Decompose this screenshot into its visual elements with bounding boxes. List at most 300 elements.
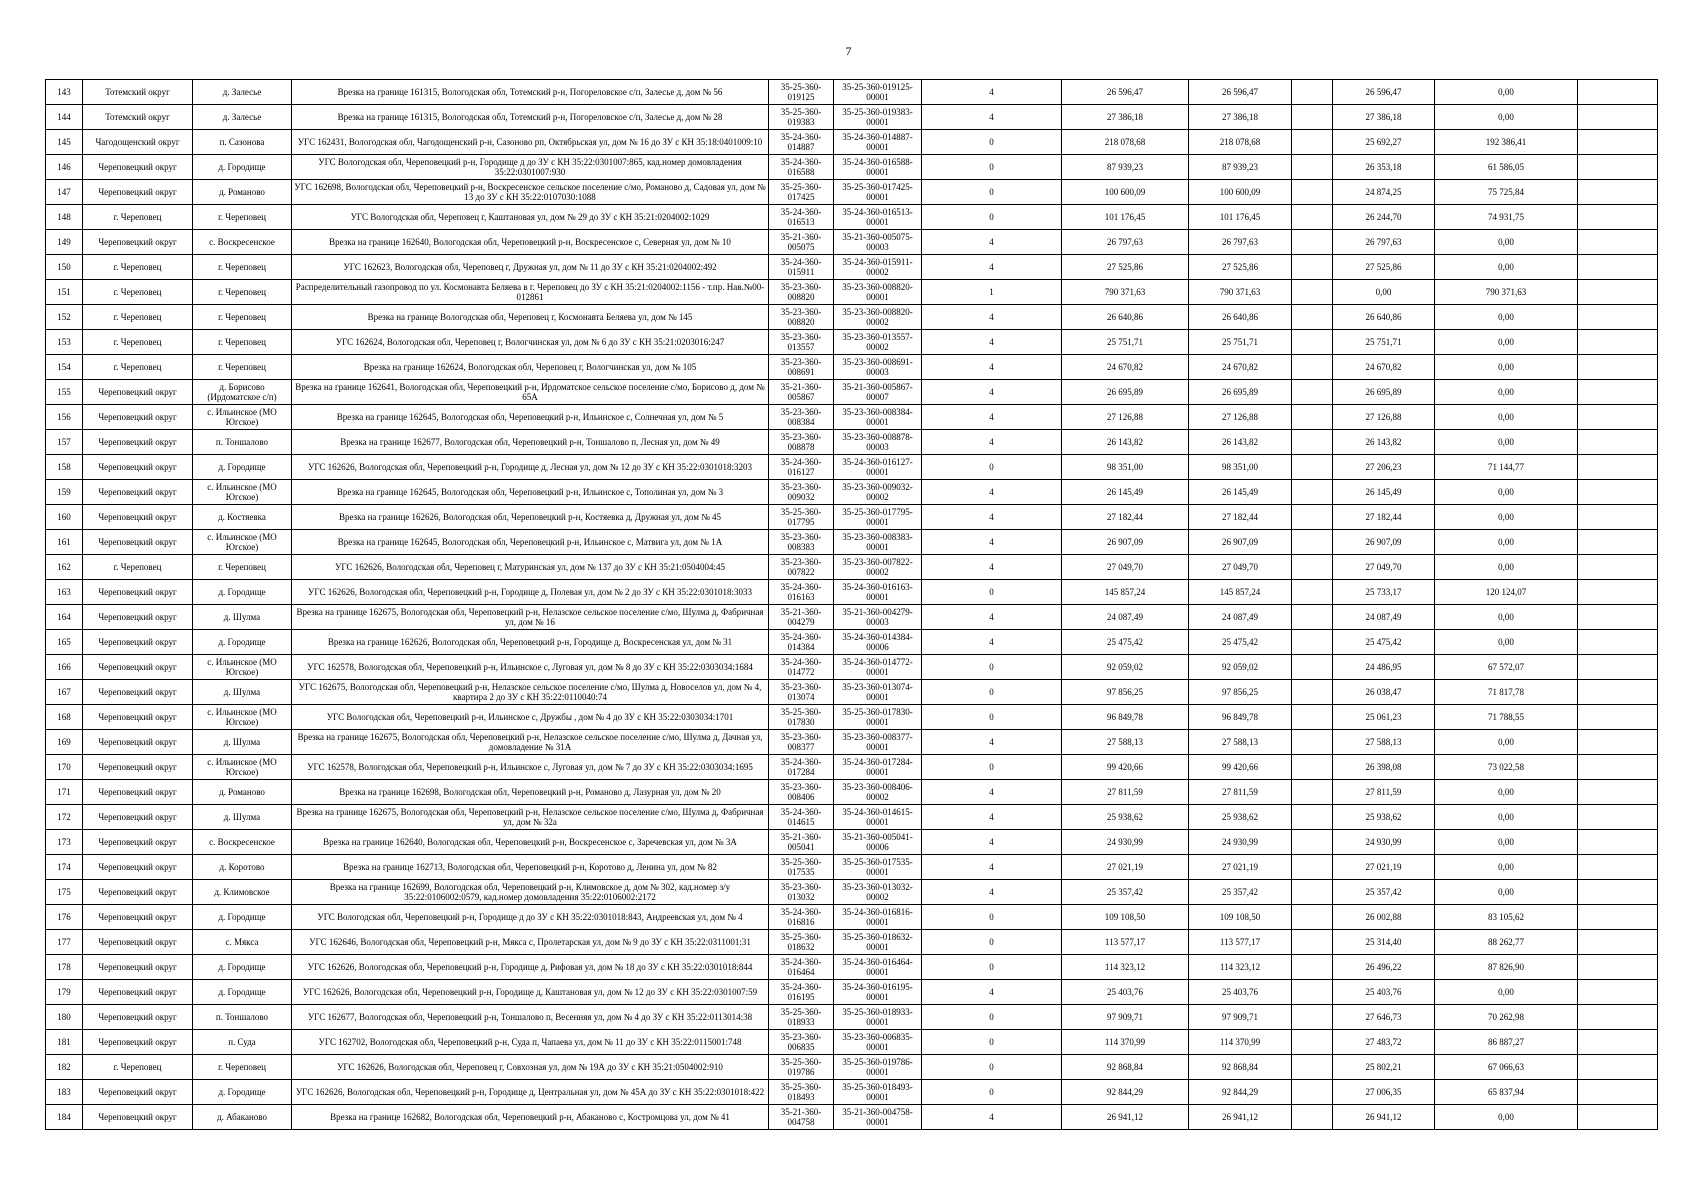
total-cost-cell: 27 021,19 [1062,855,1189,880]
object-id-cell: 35-25-360-019383-00001 [834,105,922,130]
object-id-cell: 35-21-360-005867-00007 [834,380,922,405]
total-cost-cell: 24 670,82 [1062,355,1189,380]
address-cell: Врезка на границе 162626, Вологодская обл, Череповецкий р-н, Костяевка д, Дружная ул, дом № 45 [292,505,769,530]
cost-part-2-cell: 0,00 [1435,430,1578,455]
category-cell: 4 [922,980,1062,1005]
blank-cell [1292,455,1333,480]
table-row [46,280,1658,305]
settlement-cell: д. Городище [193,455,292,480]
total-cost-cell: 25 751,71 [1062,330,1189,355]
cost-part-2-cell: 73 022,58 [1435,755,1578,780]
settlement-cell: д. Шулма [193,730,292,755]
note-cell [1578,455,1658,480]
cost-with-vat-cell: 25 475,42 [1189,630,1292,655]
object-id-cell: 35-24-360-016816-00001 [834,905,922,930]
object-id-cell: 35-24-360-016127-00001 [834,455,922,480]
cost-part-2-cell: 0,00 [1435,855,1578,880]
row-number: 184 [46,1105,83,1130]
settlement-cell: г. Череповец [193,205,292,230]
district-cell: Череповецкий округ [83,605,193,630]
address-cell: УГС Вологодская обл, Череповец г, Каштановая ул, дом № 29 до ЗУ с КН 35:21:0204002:1029 [292,205,769,230]
object-code-cell: 35-24-360-014384 [769,630,834,655]
category-cell: 4 [922,830,1062,855]
blank-cell [1292,605,1333,630]
cost-part-2-cell: 0,00 [1435,505,1578,530]
cost-part-1-cell: 25 733,17 [1333,580,1435,605]
category-cell: 0 [922,905,1062,930]
object-code-cell: 35-25-360-018933 [769,1005,834,1030]
row-number: 175 [46,880,83,905]
table-row [46,430,1658,455]
object-id-cell: 35-25-360-018933-00001 [834,1005,922,1030]
table-row [46,405,1658,430]
cost-with-vat-cell: 26 640,86 [1189,305,1292,330]
total-cost-cell: 96 849,78 [1062,705,1189,730]
object-code-cell: 35-23-360-008384 [769,405,834,430]
object-code-cell: 35-21-360-004279 [769,605,834,630]
address-cell: Врезка на границе 162640, Вологодская обл, Череповецкий р-н, Воскресенское с, Заречевская ул, дом № 3А [292,830,769,855]
blank-cell [1292,1105,1333,1130]
category-cell: 0 [922,655,1062,680]
row-number: 154 [46,355,83,380]
page-number: 7 [845,44,852,58]
table-row [46,905,1658,930]
row-number: 174 [46,855,83,880]
object-id-cell: 35-24-360-014615-00001 [834,805,922,830]
object-code-cell: 35-24-360-014615 [769,805,834,830]
object-id-cell: 35-23-360-008820-00002 [834,305,922,330]
settlement-cell: д. Городище [193,955,292,980]
blank-cell [1292,380,1333,405]
object-id-cell: 35-23-360-013074-00001 [834,680,922,705]
object-code-cell: 35-25-360-017535 [769,855,834,880]
address-cell: Врезка на границе 162677, Вологодская обл, Череповецкий р-н, Тоншалово п, Лесная ул, дом № 49 [292,430,769,455]
note-cell [1578,480,1658,505]
row-number: 165 [46,630,83,655]
blank-cell [1292,330,1333,355]
note-cell [1578,955,1658,980]
settlement-cell: д. Коротово [193,855,292,880]
table-row [46,230,1658,255]
object-id-cell: 35-23-360-006835-00001 [834,1030,922,1055]
category-cell: 4 [922,230,1062,255]
data-table [45,79,1658,1130]
blank-cell [1292,830,1333,855]
category-cell: 4 [922,855,1062,880]
object-id-cell: 35-24-360-017284-00001 [834,755,922,780]
blank-cell [1292,880,1333,905]
cost-part-2-cell: 0,00 [1435,530,1578,555]
cost-with-vat-cell: 26 143,82 [1189,430,1292,455]
note-cell [1578,1080,1658,1105]
note-cell [1578,1030,1658,1055]
cost-part-2-cell: 0,00 [1435,355,1578,380]
object-id-cell: 35-21-360-005075-00003 [834,230,922,255]
category-cell: 4 [922,405,1062,430]
cost-with-vat-cell: 27 588,13 [1189,730,1292,755]
table-row [46,1005,1658,1030]
row-number: 183 [46,1080,83,1105]
cost-part-2-cell: 0,00 [1435,255,1578,280]
blank-cell [1292,180,1333,205]
category-cell: 4 [922,255,1062,280]
table-row [46,130,1658,155]
cost-with-vat-cell: 97 856,25 [1189,680,1292,705]
category-cell: 4 [922,780,1062,805]
total-cost-cell: 25 357,42 [1062,880,1189,905]
district-cell: г. Череповец [83,355,193,380]
settlement-cell: г. Череповец [193,280,292,305]
category-cell: 4 [922,380,1062,405]
object-id-cell: 35-23-360-008406-00002 [834,780,922,805]
cost-part-2-cell: 71 817,78 [1435,680,1578,705]
blank-cell [1292,1080,1333,1105]
address-cell: УГС 162624, Вологодская обл, Череповец г, Вологчинская ул, дом № 6 до ЗУ с КН 35:21:0203016:247 [292,330,769,355]
district-cell: Череповецкий округ [83,1005,193,1030]
note-cell [1578,655,1658,680]
category-cell: 4 [922,330,1062,355]
note-cell [1578,205,1658,230]
cost-part-1-cell: 25 403,76 [1333,980,1435,1005]
settlement-cell: д. Шулма [193,680,292,705]
cost-with-vat-cell: 109 108,50 [1189,905,1292,930]
category-cell: 0 [922,930,1062,955]
row-number: 176 [46,905,83,930]
cost-part-2-cell: 0,00 [1435,730,1578,755]
category-cell: 4 [922,555,1062,580]
cost-with-vat-cell: 97 909,71 [1189,1005,1292,1030]
cost-part-2-cell: 0,00 [1435,230,1578,255]
object-id-cell: 35-25-360-017830-00001 [834,705,922,730]
total-cost-cell: 27 182,44 [1062,505,1189,530]
cost-part-2-cell: 71 788,55 [1435,705,1578,730]
district-cell: Череповецкий округ [83,630,193,655]
address-cell: Врезка на границе 162645, Вологодская обл, Череповецкий р-н, Ильинское с, Солнечная ул, дом № 5 [292,405,769,430]
table-row [46,780,1658,805]
table-row [46,630,1658,655]
cost-part-1-cell: 27 206,23 [1333,455,1435,480]
total-cost-cell: 790 371,63 [1062,280,1189,305]
cost-part-1-cell: 27 811,59 [1333,780,1435,805]
object-code-cell: 35-23-360-013557 [769,330,834,355]
cost-part-1-cell: 26 941,12 [1333,1105,1435,1130]
cost-with-vat-cell: 92 844,29 [1189,1080,1292,1105]
cost-with-vat-cell: 26 145,49 [1189,480,1292,505]
table-row [46,755,1658,780]
cost-part-1-cell: 24 087,49 [1333,605,1435,630]
cost-part-1-cell: 26 797,63 [1333,230,1435,255]
blank-cell [1292,705,1333,730]
settlement-cell: д. Романово [193,780,292,805]
cost-part-2-cell: 790 371,63 [1435,280,1578,305]
row-number: 177 [46,930,83,955]
settlement-cell: с. Воскресенское [193,230,292,255]
blank-cell [1292,80,1333,105]
settlement-cell: д. Городище [193,630,292,655]
cost-part-1-cell: 27 483,72 [1333,1030,1435,1055]
settlement-cell: п. Тоншалово [193,1005,292,1030]
settlement-cell: д. Залесье [193,80,292,105]
total-cost-cell: 97 909,71 [1062,1005,1189,1030]
blank-cell [1292,530,1333,555]
total-cost-cell: 26 695,89 [1062,380,1189,405]
category-cell: 0 [922,955,1062,980]
category-cell: 0 [922,130,1062,155]
table-row [46,205,1658,230]
row-number: 171 [46,780,83,805]
blank-cell [1292,205,1333,230]
row-number: 168 [46,705,83,730]
category-cell: 4 [922,480,1062,505]
table-row [46,655,1658,680]
cost-part-1-cell: 25 751,71 [1333,330,1435,355]
total-cost-cell: 114 370,99 [1062,1030,1189,1055]
settlement-cell: с. Ильинское (МО Югское) [193,530,292,555]
table-row [46,355,1658,380]
table-row [46,680,1658,705]
cost-part-1-cell: 24 486,95 [1333,655,1435,680]
total-cost-cell: 25 403,76 [1062,980,1189,1005]
cost-with-vat-cell: 24 930,99 [1189,830,1292,855]
cost-part-2-cell: 67 066,63 [1435,1055,1578,1080]
total-cost-cell: 26 596,47 [1062,80,1189,105]
cost-part-2-cell: 0,00 [1435,80,1578,105]
cost-part-2-cell: 0,00 [1435,1105,1578,1130]
cost-with-vat-cell: 26 907,09 [1189,530,1292,555]
cost-part-1-cell: 25 938,62 [1333,805,1435,830]
district-cell: Череповецкий округ [83,705,193,730]
settlement-cell: с. Ильинское (МО Югское) [193,655,292,680]
object-id-cell: 35-25-360-019125-00001 [834,80,922,105]
category-cell: 4 [922,80,1062,105]
blank-cell [1292,480,1333,505]
cost-with-vat-cell: 114 323,12 [1189,955,1292,980]
cost-part-2-cell: 74 931,75 [1435,205,1578,230]
category-cell: 4 [922,630,1062,655]
district-cell: Череповецкий округ [83,580,193,605]
cost-part-1-cell: 27 006,35 [1333,1080,1435,1105]
address-cell: Врезка на границе 162626, Вологодская обл, Череповецкий р-н, Городище д, Воскресенская ул, дом № 31 [292,630,769,655]
address-cell: УГС 162626, Вологодская обл, Череповецкий р-н, Городище д, Центральная ул, дом № 45А до ЗУ с КН 35:22:0301018:422 [292,1080,769,1105]
cost-part-1-cell: 27 021,19 [1333,855,1435,880]
blank-cell [1292,155,1333,180]
object-code-cell: 35-21-360-005041 [769,830,834,855]
note-cell [1578,430,1658,455]
address-cell: Врезка на границе 162698, Вологодская обл, Череповецкий р-н, Романово д, Лазурная ул, дом № 20 [292,780,769,805]
object-code-cell: 35-21-360-005075 [769,230,834,255]
cost-part-1-cell: 27 182,44 [1333,505,1435,530]
district-cell: Череповецкий округ [83,830,193,855]
cost-part-2-cell: 71 144,77 [1435,455,1578,480]
object-id-cell: 35-23-360-013032-00002 [834,880,922,905]
row-number: 178 [46,955,83,980]
cost-part-1-cell: 27 525,86 [1333,255,1435,280]
object-id-cell: 35-25-360-017535-00001 [834,855,922,880]
object-id-cell: 35-21-360-004279-00003 [834,605,922,630]
district-cell: Череповецкий округ [83,955,193,980]
settlement-cell: д. Городище [193,1080,292,1105]
object-id-cell: 35-25-360-019786-00001 [834,1055,922,1080]
cost-with-vat-cell: 25 938,62 [1189,805,1292,830]
cost-part-2-cell: 0,00 [1435,780,1578,805]
cost-part-1-cell: 26 496,22 [1333,955,1435,980]
settlement-cell: д. Городище [193,155,292,180]
cost-with-vat-cell: 87 939,23 [1189,155,1292,180]
address-cell: УГС 162702, Вологодская обл, Череповецкий р-н, Суда п, Чапаева ул, дом № 11 до ЗУ с КН 35:22:0115001:748 [292,1030,769,1055]
object-code-cell: 35-23-360-008878 [769,430,834,455]
category-cell: 4 [922,355,1062,380]
table-row [46,255,1658,280]
object-id-cell: 35-23-360-013557-00002 [834,330,922,355]
row-number: 162 [46,555,83,580]
note-cell [1578,405,1658,430]
note-cell [1578,555,1658,580]
settlement-cell: г. Череповец [193,330,292,355]
object-id-cell: 35-25-360-017795-00001 [834,505,922,530]
note-cell [1578,280,1658,305]
cost-part-1-cell: 26 907,09 [1333,530,1435,555]
district-cell: Череповецкий округ [83,755,193,780]
district-cell: Череповецкий округ [83,155,193,180]
object-code-cell: 35-24-360-016464 [769,955,834,980]
note-cell [1578,855,1658,880]
row-number: 159 [46,480,83,505]
total-cost-cell: 114 323,12 [1062,955,1189,980]
cost-part-1-cell: 0,00 [1333,280,1435,305]
table-row [46,505,1658,530]
object-code-cell: 35-24-360-015911 [769,255,834,280]
address-cell: УГС 162626, Вологодская обл, Череповецкий р-н, Городище д, Лесная ул, дом № 12 до ЗУ с КН 35:22:0301018:3203 [292,455,769,480]
object-code-cell: 35-23-360-008820 [769,280,834,305]
cost-part-1-cell: 24 874,25 [1333,180,1435,205]
note-cell [1578,355,1658,380]
address-cell: Врезка на границе 162640, Вологодская обл, Череповецкий р-н, Воскресенское с, Северная ул, дом № 10 [292,230,769,255]
category-cell: 0 [922,205,1062,230]
table-row [46,1105,1658,1130]
object-code-cell: 35-21-360-005867 [769,380,834,405]
table-row [46,480,1658,505]
object-code-cell: 35-24-360-016816 [769,905,834,930]
object-id-cell: 35-24-360-014887-00001 [834,130,922,155]
object-code-cell: 35-21-360-004758 [769,1105,834,1130]
object-code-cell: 35-23-360-007822 [769,555,834,580]
category-cell: 4 [922,1105,1062,1130]
object-id-cell: 35-21-360-004758-00001 [834,1105,922,1130]
total-cost-cell: 27 126,88 [1062,405,1189,430]
cost-part-1-cell: 26 353,18 [1333,155,1435,180]
cost-with-vat-cell: 27 182,44 [1189,505,1292,530]
cost-with-vat-cell: 27 811,59 [1189,780,1292,805]
row-number: 155 [46,380,83,405]
object-id-cell: 35-23-360-008878-00003 [834,430,922,455]
row-number: 167 [46,680,83,705]
row-number: 179 [46,980,83,1005]
district-cell: г. Череповец [83,330,193,355]
district-cell: Череповецкий округ [83,880,193,905]
object-id-cell: 35-24-360-016513-00001 [834,205,922,230]
cost-part-2-cell: 86 887,27 [1435,1030,1578,1055]
address-cell: УГС 162675, Вологодская обл, Череповецкий р-н, Нелазское сельское поселение с/мо, Шулма д, Новоселов ул, дом № 4, квартира 2 до ЗУ с КН 35:22:0110040:74 [292,680,769,705]
note-cell [1578,155,1658,180]
object-code-cell: 35-25-360-017795 [769,505,834,530]
blank-cell [1292,680,1333,705]
total-cost-cell: 98 351,00 [1062,455,1189,480]
cost-with-vat-cell: 24 670,82 [1189,355,1292,380]
blank-cell [1292,955,1333,980]
district-cell: г. Череповец [83,555,193,580]
address-cell: Врезка на границе 162713, Вологодская обл, Череповецкий р-н, Коротово д, Ленина ул, дом № 82 [292,855,769,880]
address-cell: УГС 162646, Вологодская обл, Череповецкий р-н, Мякса с, Пролетарская ул, дом № 9 до ЗУ с КН 35:22:0311001:31 [292,930,769,955]
total-cost-cell: 26 145,49 [1062,480,1189,505]
district-cell: Череповецкий округ [83,180,193,205]
total-cost-cell: 109 108,50 [1062,905,1189,930]
cost-part-2-cell: 70 262,98 [1435,1005,1578,1030]
cost-part-1-cell: 24 670,82 [1333,355,1435,380]
cost-part-2-cell: 83 105,62 [1435,905,1578,930]
row-number: 146 [46,155,83,180]
total-cost-cell: 101 176,45 [1062,205,1189,230]
cost-part-2-cell: 0,00 [1435,555,1578,580]
total-cost-cell: 27 811,59 [1062,780,1189,805]
cost-with-vat-cell: 100 600,09 [1189,180,1292,205]
settlement-cell: г. Череповец [193,555,292,580]
note-cell [1578,255,1658,280]
address-cell: УГС 162431, Вологодская обл, Чагодощенский р-н, Сазоново рп, Октябрьская ул, дом № 16 до ЗУ с КН 35:18:0401009:10 [292,130,769,155]
district-cell: Череповецкий округ [83,230,193,255]
object-code-cell: 35-25-360-017830 [769,705,834,730]
category-cell: 0 [922,455,1062,480]
cost-part-1-cell: 26 145,49 [1333,480,1435,505]
cost-with-vat-cell: 25 357,42 [1189,880,1292,905]
row-number: 147 [46,180,83,205]
object-id-cell: 35-24-360-015911-00002 [834,255,922,280]
total-cost-cell: 97 856,25 [1062,680,1189,705]
row-number: 145 [46,130,83,155]
settlement-cell: с. Мякса [193,930,292,955]
address-cell: УГС Вологодская обл, Череповецкий р-н, Ильинское с, Дружбы , дом № 4 до ЗУ с КН 35:22:0303034:1701 [292,705,769,730]
category-cell: 1 [922,280,1062,305]
district-cell: Череповецкий округ [83,805,193,830]
cost-part-1-cell: 26 640,86 [1333,305,1435,330]
note-cell [1578,105,1658,130]
total-cost-cell: 27 049,70 [1062,555,1189,580]
cost-part-2-cell: 75 725,84 [1435,180,1578,205]
cost-part-2-cell: 0,00 [1435,880,1578,905]
district-cell: Череповецкий округ [83,980,193,1005]
note-cell [1578,80,1658,105]
object-code-cell: 35-25-360-017425 [769,180,834,205]
cost-with-vat-cell: 25 751,71 [1189,330,1292,355]
row-number: 152 [46,305,83,330]
cost-part-2-cell: 65 837,94 [1435,1080,1578,1105]
cost-with-vat-cell: 26 797,63 [1189,230,1292,255]
settlement-cell: д. Городище [193,580,292,605]
settlement-cell: п. Тоншалово [193,430,292,455]
settlement-cell: г. Череповец [193,305,292,330]
blank-cell [1292,280,1333,305]
note-cell [1578,980,1658,1005]
cost-with-vat-cell: 26 596,47 [1189,80,1292,105]
cost-with-vat-cell: 27 386,18 [1189,105,1292,130]
table-row [46,955,1658,980]
blank-cell [1292,930,1333,955]
row-number: 166 [46,655,83,680]
object-id-cell: 35-23-360-007822-00002 [834,555,922,580]
address-cell: УГС Вологодская обл, Череповецкий р-н, Городище д до ЗУ с КН 35:22:0301007:865, кад.номер домовладения 35:22:0301007:930 [292,155,769,180]
total-cost-cell: 25 938,62 [1062,805,1189,830]
object-code-cell: 35-23-360-006835 [769,1030,834,1055]
table-row [46,1030,1658,1055]
